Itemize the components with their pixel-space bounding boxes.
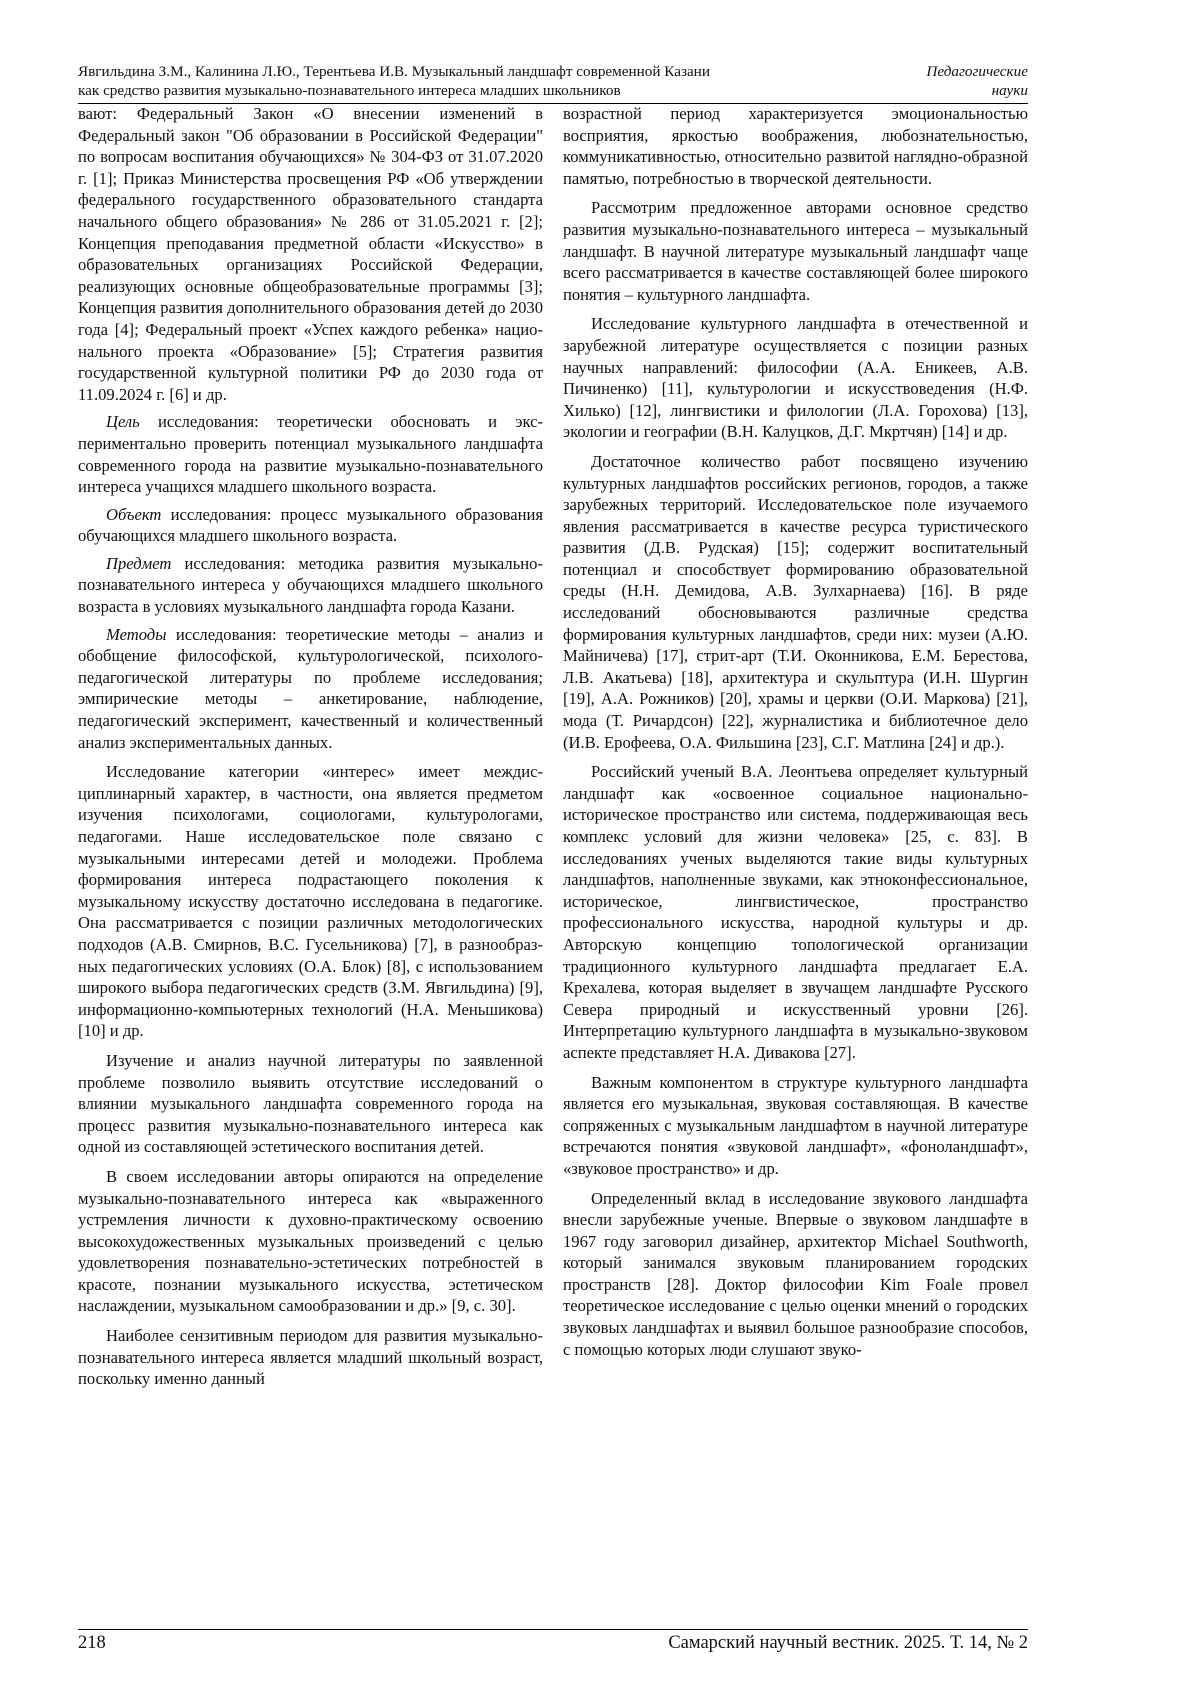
term-subject: Предмет <box>106 553 172 573</box>
paragraph: Наиболее сензитивным периодом для развития музыкально-познавательного интереса является младший школьный возраст, поскольку именно данный <box>78 1326 543 1389</box>
paragraph-methods <box>78 624 543 754</box>
paragraph: Исследование культурного ландшафта в отечественной и зарубежной литературе осуществляется с позиции разных научных направлений: философии (А.А. Еникеев, А.В. Пичиненко) [11], культурологии и искусствоведения (Н.Ф. Хилько) [12], лингвистики и филологии (Л.А. Горохова) [13], экологии и географии (В.Н. Калуцков, Д.Г. Мкртчян) [14] и др. <box>563 314 1028 442</box>
footer-divider <box>78 1629 1028 1630</box>
paragraph: Российский ученый В.А. Леонтьева определяет культурный ландшафт как «освоенное социальное национально-историческое пространство или система, поддерживающая весь комплекс условий для жизни человека» [25, с. 83]. В исследованиях ученых выделяются такие виды культурных ландшафтов, наполненные звуками, как этноконфессиональное, историческое, лингвистическое, пространство профессионального искусства, народной культуры и др. Авторскую концепцию топологической организации традиционного культурного ландшафта предлагает Е.А. Крехалева, которая выделяет в звучащем ландшафте Русского Севера природный и искусственный уровни [26]. Интерпретацию культурного ландшафта в музыкально-звуковом аспекте представляет Н.А. Дивакова [27]. <box>563 762 1028 1062</box>
paragraph: Достаточное количество работ посвящено изучению культурных ландшафтов российских регионов, городов, а также зарубежных территорий. Исследовательское поле изучаемого явления рассматривается в качестве ресурса туристического развития (Д.В. Рудская) [15]; содержит воспитательный потенциал и способствует формированию образовательной среды (Н.Н. Демидова, А.В. Зулхарнаева) [16]. В ряде исследований обосновываются различные средства формирования культурных ландшафтов, среди них: музеи (А.Ю. Майничева) [17], стрит-арт (Т.И. Оконникова, Е.М. Берестова, Л.В. Акатьева) [18], архитектура и скульптура (И.Н. Шургин [19], А.А. Рожников) [20], храмы и церкви (О.И. Маркова) [21], мода (Т. Ричардсон) [22], журналистика и библиотечное дело (И.В. Ерофеева, О.А. Фильшина [23], С.Г. Матлина [24] и др.). <box>563 451 1028 752</box>
header-section-line-1: Педагогические <box>926 63 1028 80</box>
paragraph-goal <box>78 411 543 497</box>
term-methods: Методы <box>106 624 167 644</box>
paragraph: Определенный вклад в исследование звукового ландшафта внесли зарубежные ученые. Впервые о звуковом ландшафте в 1967 году заговорил дизайнер, архитектор Michael Southworth, который занимался звуковым планированием городских пространств [28]. Доктор философии Kim Foale провел теоретическое исследование с целью оценки мнений о городских звуковых ландшафтах и выявил большое разнообразие способов, с помощью которых люди слушают звуко- <box>563 1188 1028 1359</box>
paragraph: Важным компонентом в структуре культурного ландшафта является его музыкальная, звуковая составляющая. В качестве сопряженных с музыкальным ландшафтом в научной литературе встречаются понятия «звуковой ландшафт», «фоноландшафт», «звуковое пространство» и др. <box>563 1072 1028 1178</box>
paragraph-text: исследования: методика развития музыкально-познавательного интереса у обучающихся младшего школьного возраста в условиях музыкального ландшафта города Казани. <box>78 553 543 617</box>
paragraph: Рассмотрим предложенное авторами основное средство развития музыкально-познавательного интереса – музыкальный ландшафт. В научной литературе музыкальный ландшафт чаще всего рассматривается в качестве составляющей более широкого понятия – культурного ландшафта. <box>563 198 1028 304</box>
paragraph-text: исследования: теоретически обосновать и экспериментально проверить потенциал музыкального ландшафта современного города на развитие музыкально-познавательного интереса учащихся младшего школьного возраста. <box>78 412 543 497</box>
paragraph: Изучение и анализ научной литературы по заявленной проблеме позволило выявить отсутствие исследований о влиянии музыкального ландшафта современного города на процесс развития музыкально-познавательного интереса как одной из составляющей эстетического воспитания детей. <box>78 1050 543 1157</box>
term-object: Объект <box>106 504 162 524</box>
header-authors-line-1: Явгильдина З.М., Калинина Л.Ю., Терентьева И.В. Музыкальный ландшафт современной Казани <box>78 63 710 80</box>
paragraph: Исследование категории «интерес» имеет междисциплинарный характер, в частности, она является предметом изучения психологами, социологами, культурологами, педагогами. Наше исследовательское поле связано с музыкальными интересами детей и молодежи. Проблема формирования интереса подрастающего поколения к музыкальному искусству достаточно исследована в педагогике. Она рассматривается с позиции различных методологических подходов (А.В. Смирнов, В.С. Гусельникова) [7], в разнообразных педагогических условиях (О.А. Блок) [8], с использованием широкого выбора педагогических средств (З.М. Явгильдина) [9], информационно-компьютерных технологий (Н.А. Меньшикова) [10] и др. <box>78 762 543 1041</box>
paragraph-subject <box>78 553 543 618</box>
running-header <box>78 62 1028 102</box>
paragraph: возрастной период характеризуется эмоциональностью восприятия, яркостью воображения, любознательностью, коммуникативностью, относительно развитой наглядно-образной памятью, потребностью в творческой деятельности. <box>563 104 1028 188</box>
header-authors-title <box>78 62 918 100</box>
header-section-name <box>926 62 1028 100</box>
left-column <box>78 103 543 1390</box>
paragraph-object <box>78 504 543 547</box>
paragraph-text: исследования: теоретические методы – анализ и обобщение философской, культурологической, психолого-педагогической литературы по проблеме исследования; эмпирические методы – анкетирование, наблюдение, педагогический эксперимент, качественный и количественный анализ экспериментальных данных. <box>78 624 543 752</box>
term-goal: Цель <box>106 412 140 432</box>
journal-citation: Самарский научный вестник. 2025. Т. 14, № 2 <box>668 1633 1028 1653</box>
header-authors-line-2: как средство развития музыкально-познавательного интереса младших школьников <box>78 82 621 99</box>
header-section-line-2: науки <box>991 82 1028 99</box>
page-number: 218 <box>78 1633 106 1653</box>
paragraph-text: исследования: процесс музыкального образования обучающихся младшего школьного возраста. <box>78 504 543 546</box>
paragraph: В своем исследовании авторы опираются на определение музыкально-познавательного интереса как «выраженного устремления личности к духовно-практическому освоению высокохудожественных музыкальных произведений с целью удовлетворения познавательно-эстетических потребностей в красоте, познании музыкального искусства, эстетическом наслаждении, музыкальном самообразовании и др.» [9, с. 30]. <box>78 1166 543 1316</box>
paragraph: вают: Федеральный Закон «О внесении изменений в Федеральный закон "Об образовании в Российской Федерации" по вопросам воспитания обучающихся» № 304-ФЗ от 31.07.2020 г. [1]; Приказ Министерства просвещения РФ «Об утверждении федерального государственного образовательного стандарта начального общего образования» № 286 от 31.05.2021 г. [2]; Концепция преподавания предметной области «Искусство» в образовательных организациях Российской Федерации, реализующих основные общеобразовательные программы [3]; Концепция развития дополнительного образования детей до 2030 года [4]; Федеральный проект «Успех каждого ребенка» национального проекта «Образование» [5]; Стратегия развития государственной культурной политики РФ до 2030 года от 11.09.2024 г. [6] и др. <box>78 104 543 404</box>
right-column <box>563 103 1028 1360</box>
